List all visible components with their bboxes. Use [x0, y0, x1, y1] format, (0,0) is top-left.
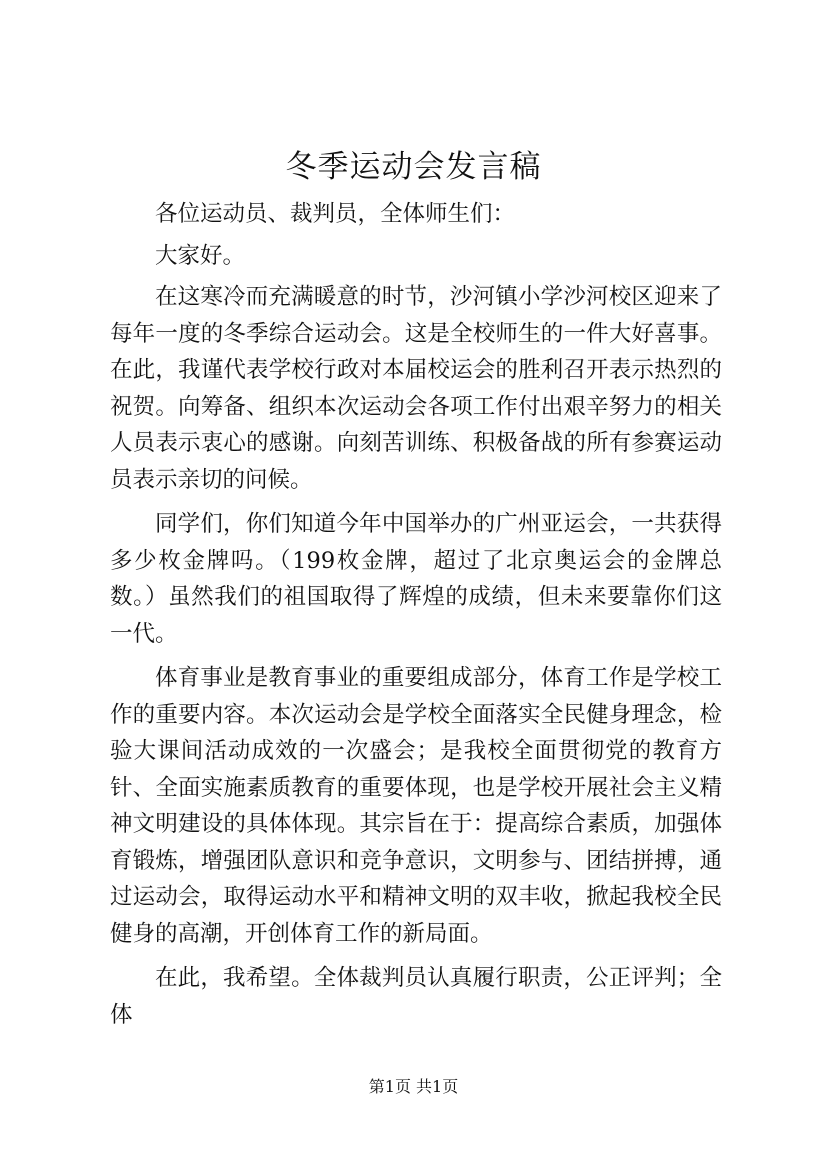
document-title: 冬季运动会发言稿 [285, 149, 542, 185]
paragraph-salutation: 各位运动员、裁判员，全体师生们： [155, 201, 516, 227]
paragraph-hopes: 在此，我希望。全体裁判员认真履行职责，公正评判；全体 [110, 965, 722, 1028]
document-body [110, 196, 722, 1041]
paragraph-greeting: 大家好。 [155, 242, 246, 269]
paragraph-opening: 在这寒冷而充满暖意的时节，沙河镇小学沙河校区迎来了每年一度的冬季综合运动会。这是全校师生的一件大好喜事。在此，我谨代表学校行政对本届校运会的胜利召开表示热烈的祝贺。向筹备、组织本次运动会各项工作付出艰辛努力的相关人员表示衷心的感谢。向刻苦训练、积极备战的所有参赛运动员表示亲切的问候。 [110, 284, 722, 493]
page-footer [0, 1076, 827, 1098]
page-number-label: 第1页 共1页 [368, 1077, 459, 1096]
paragraph-asian-games: 同学们，你们知道今年中国举办的广州亚运会，一共获得多少枚金牌吗。（199枚金牌，超过了北京奥运会的金牌总数。）虽然我们的祖国取得了辉煌的成绩，但未来要靠你们这一代。 [110, 511, 722, 647]
paragraph-sports-education: 体育事业是教育事业的重要组成部分，体育工作是学校工作的重要内容。本次运动会是学校全面落实全民健身理念，检验大课间活动成效的一次盛会；是我校全面贯彻党的教育方针、全面实施素质教育的重要体现，也是学校开展社会主义精神文明建设的具体体现。其宗旨在于：提高综合素质，加强体育锻炼，增强团队意识和竞争意识，文明参与、团结拼搏，通过运动会，取得运动水平和精神文明的双丰收，掀起我校全民健身的高潮，开创体育工作的新局面。 [110, 665, 722, 947]
